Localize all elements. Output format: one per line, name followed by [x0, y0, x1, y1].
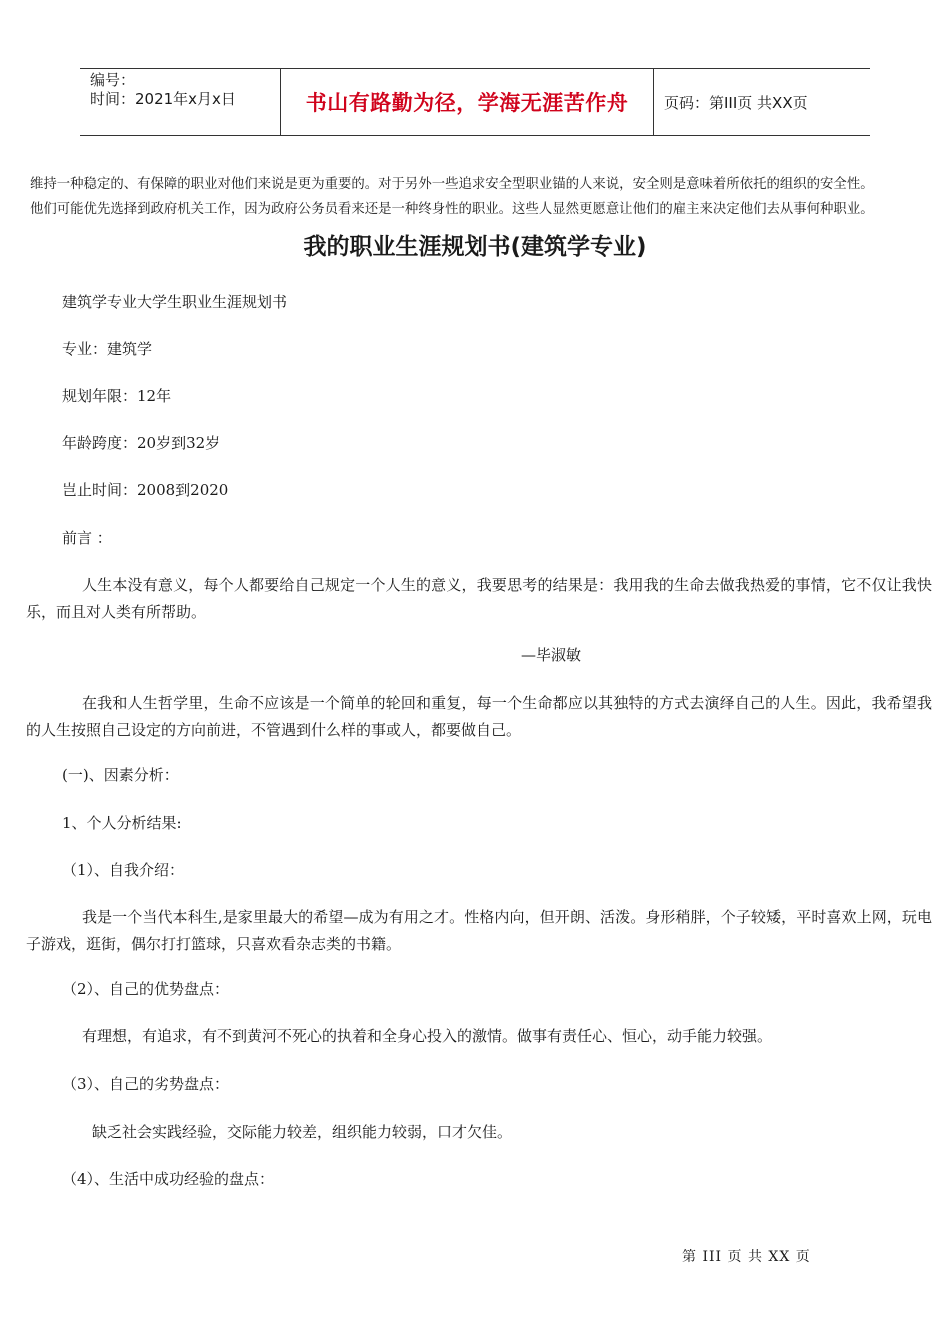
quote-author: —毕淑敏 [521, 646, 582, 664]
header-motto: 书山有路勤为径，学海无涯苦作舟 [281, 69, 654, 135]
item-strengths-text: 有理想，有追求，有不到黄河不死心的执着和全身心投入的激情。做事有责任心、恒心，动手能力较强。 [82, 1027, 773, 1045]
preface-heading: 前言 ： [62, 529, 112, 547]
section-factor-analysis: (一)、因素分析： [62, 766, 179, 784]
document-title: 我的职业生涯规划书(建筑学专业) [303, 234, 647, 260]
subsection-personal-analysis: 1、个人分析结果: [62, 814, 182, 832]
footer-page-number: 第 III 页 共 XX 页 [682, 1249, 811, 1265]
intro-line-1: 维持一种稳定的、有保障的职业对他们来说是更为重要的。对于另外一些追求安全型职业锚的人来说，安全则是意味着所依托的组织的安全性。 [30, 177, 874, 192]
header-page-code: 页码：第III页 共XX页 [664, 93, 808, 112]
years-line: 规划年限：12年 [62, 387, 172, 405]
item-self-intro-heading: （1）、自我介绍： [62, 861, 185, 879]
header-table [80, 68, 870, 136]
number-label: 编号： [90, 71, 136, 89]
intro-line-2: 他们可能优先选择到政府机关工作，因为政府公务员看来还是一种终身性的职业。这些人显然更愿意让他们的雇主来决定他们去从事何种职业。 [30, 202, 874, 217]
major-line: 专业：建筑学 [62, 340, 153, 358]
item-self-intro-text: 我是一个当代本科生,是家里最大的希望—成为有用之才。性格内向，但开朗、活泼。身形稍胖，个子较矮，平时喜欢上网，玩电子游戏，逛街，偶尔打打篮球，只喜欢看杂志类的书籍。 [26, 908, 932, 953]
item-strengths-heading: （2）、自己的优势盘点： [62, 980, 230, 998]
item-success-heading: （4）、生活中成功经验的盘点： [62, 1170, 275, 1188]
period-line: 岂止时间：2008到2020 [62, 481, 229, 499]
philosophy-paragraph: 在我和人生哲学里，生命不应该是一个简单的轮回和重复，每一个生命都应以其独特的方式去演绎自己的人生。因此，我希望我的人生按照自己设定的方向前进，不管遇到什么样的事或人，都要做自己。 [26, 694, 932, 739]
item-weaknesses-heading: （3）、自己的劣势盘点： [62, 1075, 230, 1093]
intro-text [30, 172, 935, 222]
document-subtitle: 建筑学专业大学生职业生涯规划书 [62, 293, 288, 311]
header-info-cell [80, 69, 281, 135]
item-weaknesses-text: 缺乏社会实践经验，交际能力较差，组织能力较弱，口才欠佳。 [92, 1123, 513, 1141]
quote-paragraph: 人生本没有意义，每个人都要给自己规定一个人生的意义，我要思考的结果是：我用我的生命去做我热爱的事情，它不仅让我快乐，而且对人类有所帮助。 [26, 576, 932, 621]
time-label: 时间：2021年x月x日 [90, 90, 236, 108]
age-span-line: 年龄跨度：20岁到32岁 [62, 434, 221, 452]
